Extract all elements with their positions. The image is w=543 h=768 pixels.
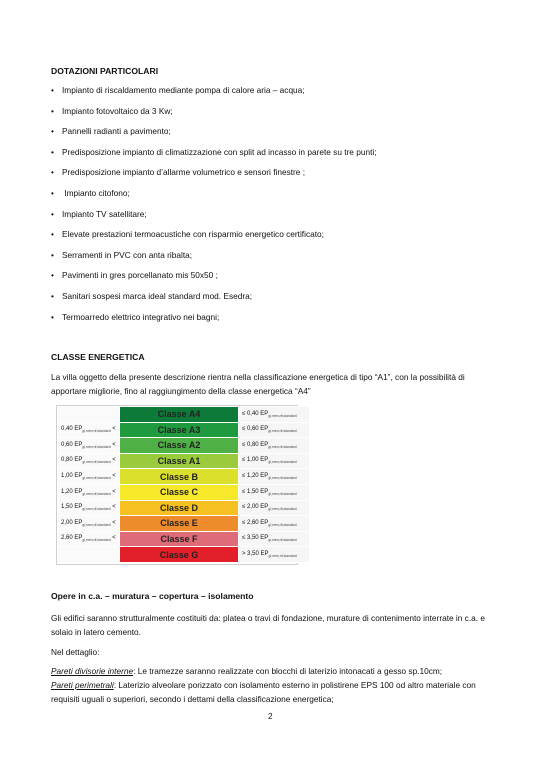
energy-class-label: Classe B xyxy=(120,469,239,485)
energy-row xyxy=(58,516,310,532)
energy-row xyxy=(58,500,310,516)
pareti-interne-text: : Le tramezze saranno realizzate con blocchi di laterizio intonacati a gesso sp.10cm; xyxy=(133,666,443,676)
energy-class-label: Classe F xyxy=(120,531,239,547)
energy-row xyxy=(58,453,310,469)
pareti-perimetrali-text: : Laterizio alveolare porizzato con isolamento esterno in polistirene EPS 100 od altro materiale con requisiti uguali o superiori, secondo i dettami della classificazione energetica; xyxy=(51,680,476,704)
energy-class-label: Classe E xyxy=(120,516,239,532)
list-item: • Predisposizione impianto d’allarme volumetrico e sensori finestre ; xyxy=(51,167,306,178)
energy-upper-bound: > 3,50 $EP_{gl,nren,rif,standard}$ xyxy=(239,547,310,563)
energy-upper-bound: ≤ 1,50 $EP_{gl,nren,rif,standard}$ xyxy=(239,484,310,500)
energy-row xyxy=(58,422,310,438)
list-item: • Elevate prestazioni termoacustiche con risparmio energetico certificato; xyxy=(51,229,324,240)
energy-upper-bound: ≤ 2,60 $EP_{gl,nren,rif,standard}$ xyxy=(239,516,310,532)
pareti-interne-label: Pareti divisorie interne xyxy=(51,666,134,676)
list-item: • Pannelli radianti a pavimento; xyxy=(51,126,171,137)
energy-lower-bound: 1,20 $EP_{gl,nren,rif,standard}$ < xyxy=(58,484,120,500)
list-item: • Impianto TV satellitare; xyxy=(51,208,147,219)
energy-class-label: Classe A2 xyxy=(120,438,239,454)
pareti-paragraph xyxy=(51,664,496,706)
dettaglio-label: Nel dettaglio: xyxy=(51,647,100,657)
energy-lower-bound: 0,60 $EP_{gl,nren,rif,standard}$ < xyxy=(58,438,120,454)
energy-lower-bound: 2,60 $EP_{gl,nren,rif,standard}$ < xyxy=(58,531,120,547)
energy-class-label: Classe A1 xyxy=(120,453,239,469)
list-item: • Impianto citofono; xyxy=(51,187,130,198)
energy-row xyxy=(58,531,310,547)
energy-upper-bound: ≤ 1,20 $EP_{gl,nren,rif,standard}$ xyxy=(239,469,310,485)
list-item: • Termoarredo elettrico integrativo nei bagni; xyxy=(51,311,220,322)
page-number: 2 xyxy=(268,711,273,721)
list-item: • Impianto di riscaldamento mediante pompa di calore aria – acqua; xyxy=(51,85,305,95)
energy-upper-bound: ≤ 0,40 $EP_{gl,nren,rif,standard}$ xyxy=(239,407,310,423)
energy-upper-bound: ≤ 0,80 $EP_{gl,nren,rif,standard}$ xyxy=(239,438,310,454)
energy-upper-bound: ≤ 1,00 $EP_{gl,nren,rif,standard}$ xyxy=(239,453,310,469)
list-item: • Pavimenti in gres porcellanato mis 50x50 ; xyxy=(51,270,218,281)
energy-row xyxy=(58,438,310,454)
energy-upper-bound: ≤ 3,50 $EP_{gl,nren,rif,standard}$ xyxy=(239,531,310,547)
energy-lower-bound: 2,00 $EP_{gl,nren,rif,standard}$ < xyxy=(58,516,120,532)
dotazioni-heading: DOTAZIONI PARTICOLARI xyxy=(51,66,159,76)
classe-heading: CLASSE ENERGETICA xyxy=(51,352,145,362)
energy-class-label: Classe A3 xyxy=(120,422,239,438)
energy-lower-bound: 0,80 $EP_{gl,nren,rif,standard}$ < xyxy=(58,453,120,469)
energy-upper-bound: ≤ 2,00 $EP_{gl,nren,rif,standard}$ xyxy=(239,500,310,516)
energy-lower-bound: 1,00 $EP_{gl,nren,rif,standard}$ < xyxy=(58,469,120,485)
pareti-perimetrali-label: Pareti perimetrali xyxy=(51,680,114,690)
energy-lower-bound: 0,40 $EP_{gl,nren,rif,standard}$ < xyxy=(58,422,120,438)
energy-lower-bound xyxy=(58,547,120,563)
opere-paragraph: Gli edifici saranno strutturalmente costituiti da: platea o travi di fondazione, murature di contenimento interrate in c.a. e solaio in latero cemento. xyxy=(51,613,485,637)
energy-class-label: Classe A4 xyxy=(120,407,239,423)
energy-class-label: Classe C xyxy=(120,484,239,500)
energy-lower-bound: 1,50 $EP_{gl,nren,rif,standard}$ < xyxy=(58,500,120,516)
opere-heading: Opere in c.a. – muratura – copertura – isolamento xyxy=(51,591,254,601)
energy-row xyxy=(58,547,310,563)
list-item: • Sanitari sospesi marca ideal standard mod. Esedra; xyxy=(51,290,253,301)
dotazioni-list xyxy=(51,80,377,327)
energy-class-label: Classe G xyxy=(120,547,239,563)
list-item: • Serramenti in PVC con anta ribalta; xyxy=(51,249,193,260)
energy-class-table xyxy=(57,406,310,563)
energy-row xyxy=(58,469,310,485)
energy-class-label: Classe D xyxy=(120,500,239,516)
energy-row xyxy=(58,484,310,500)
energy-upper-bound: ≤ 0,60 $EP_{gl,nren,rif,standard}$ xyxy=(239,422,310,438)
list-item: • Impianto fotovoltaico da 3 Kw; xyxy=(51,105,173,116)
energy-row xyxy=(58,407,310,423)
classe-paragraph: La villa oggetto della presente descrizione rientra nella classificazione energetica di tipo “A1”, con la possibilità di apportare migliorie, fino al raggiungimento della classe energetica “A4” xyxy=(51,372,465,396)
list-item: • Predisposizione impianto di climatizzazione con split ad incasso in parete su tre punti; xyxy=(51,146,377,157)
energy-lower-bound xyxy=(58,407,120,423)
